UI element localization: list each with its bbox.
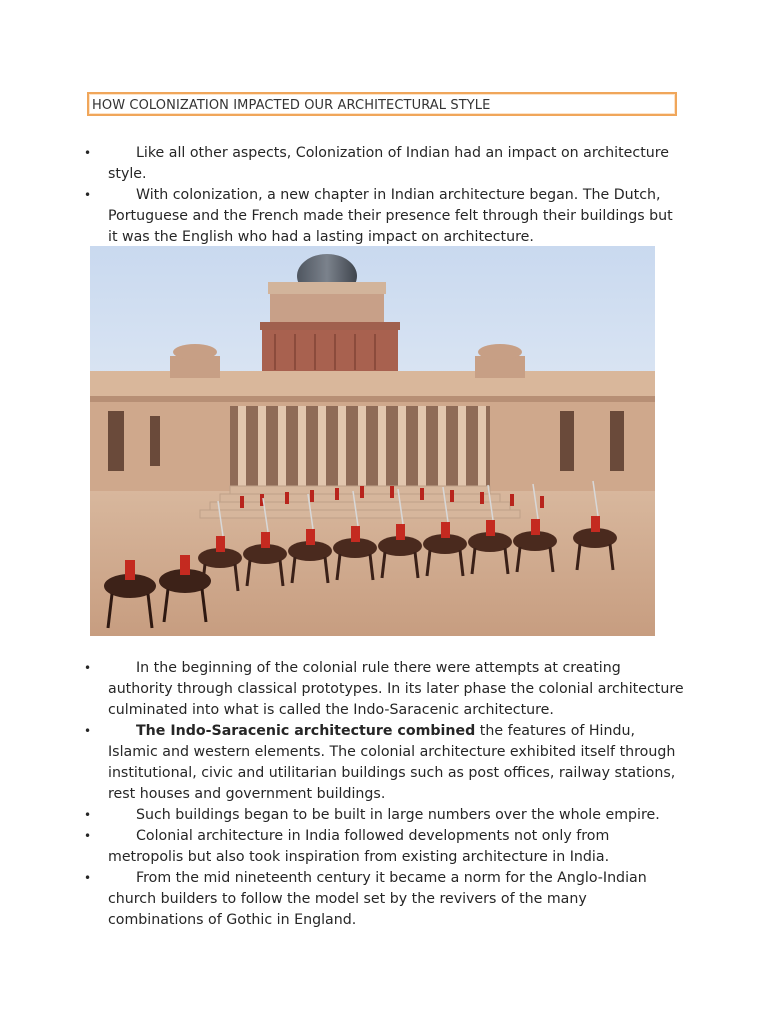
bullet-icon: • [84,829,92,843]
bullet-icon: • [84,661,92,675]
bullet-icon: • [84,808,92,822]
heading-box [87,92,677,116]
bullet-list-top [84,143,684,248]
bullet-text: Such buildings began to be built in large numbers over the whole empire. [136,807,660,823]
bullet-list-bottom [84,658,684,931]
list-item [84,185,684,248]
bullet-icon: • [84,188,92,202]
bullet-text: With colonization, a new chapter in Indian architecture began. The Dutch, Portuguese and the French made their presence felt through their buildings but it was the English who had a lasting impact on architecture. [108,187,673,245]
list-item [84,658,684,721]
list-item [84,143,684,185]
bullet-text: From the mid nineteenth century it became a norm for the Anglo-Indian church builders to follow the model set by the revivers of the many combinations of Gothic in England. [108,870,647,928]
bullet-text: In the beginning of the colonial rule there were attempts at creating authority through classical prototypes. In its later phase the colonial architecture culminated into what is called the Indo-Saracenic architecture. [108,660,684,718]
bullet-icon: • [84,871,92,885]
bullet-text: the features of Hindu, Islamic and western elements. The colonial architecture exhibited itself through institutional, civic and utilitarian buildings such as post offices, railway stations, rest houses and government buildings. [108,723,676,802]
bullet-icon: • [84,724,92,738]
bullet-text: Colonial architecture in India followed developments not only from metropolis but also took inspiration from existing architecture in India. [108,828,610,865]
palace-cavalry-photo [90,246,655,636]
list-item [84,826,684,868]
bullet-text: Like all other aspects, Colonization of Indian had an impact on architecture style. [108,145,670,182]
list-item [84,805,684,826]
list-item [84,721,684,805]
bullet-bold-text: The Indo-Saracenic architecture combined [136,723,476,739]
list-item [84,868,684,931]
bullet-icon: • [84,146,92,160]
heading-text: HOW COLONIZATION IMPACTED OUR ARCHITECTURAL STYLE [92,98,491,113]
